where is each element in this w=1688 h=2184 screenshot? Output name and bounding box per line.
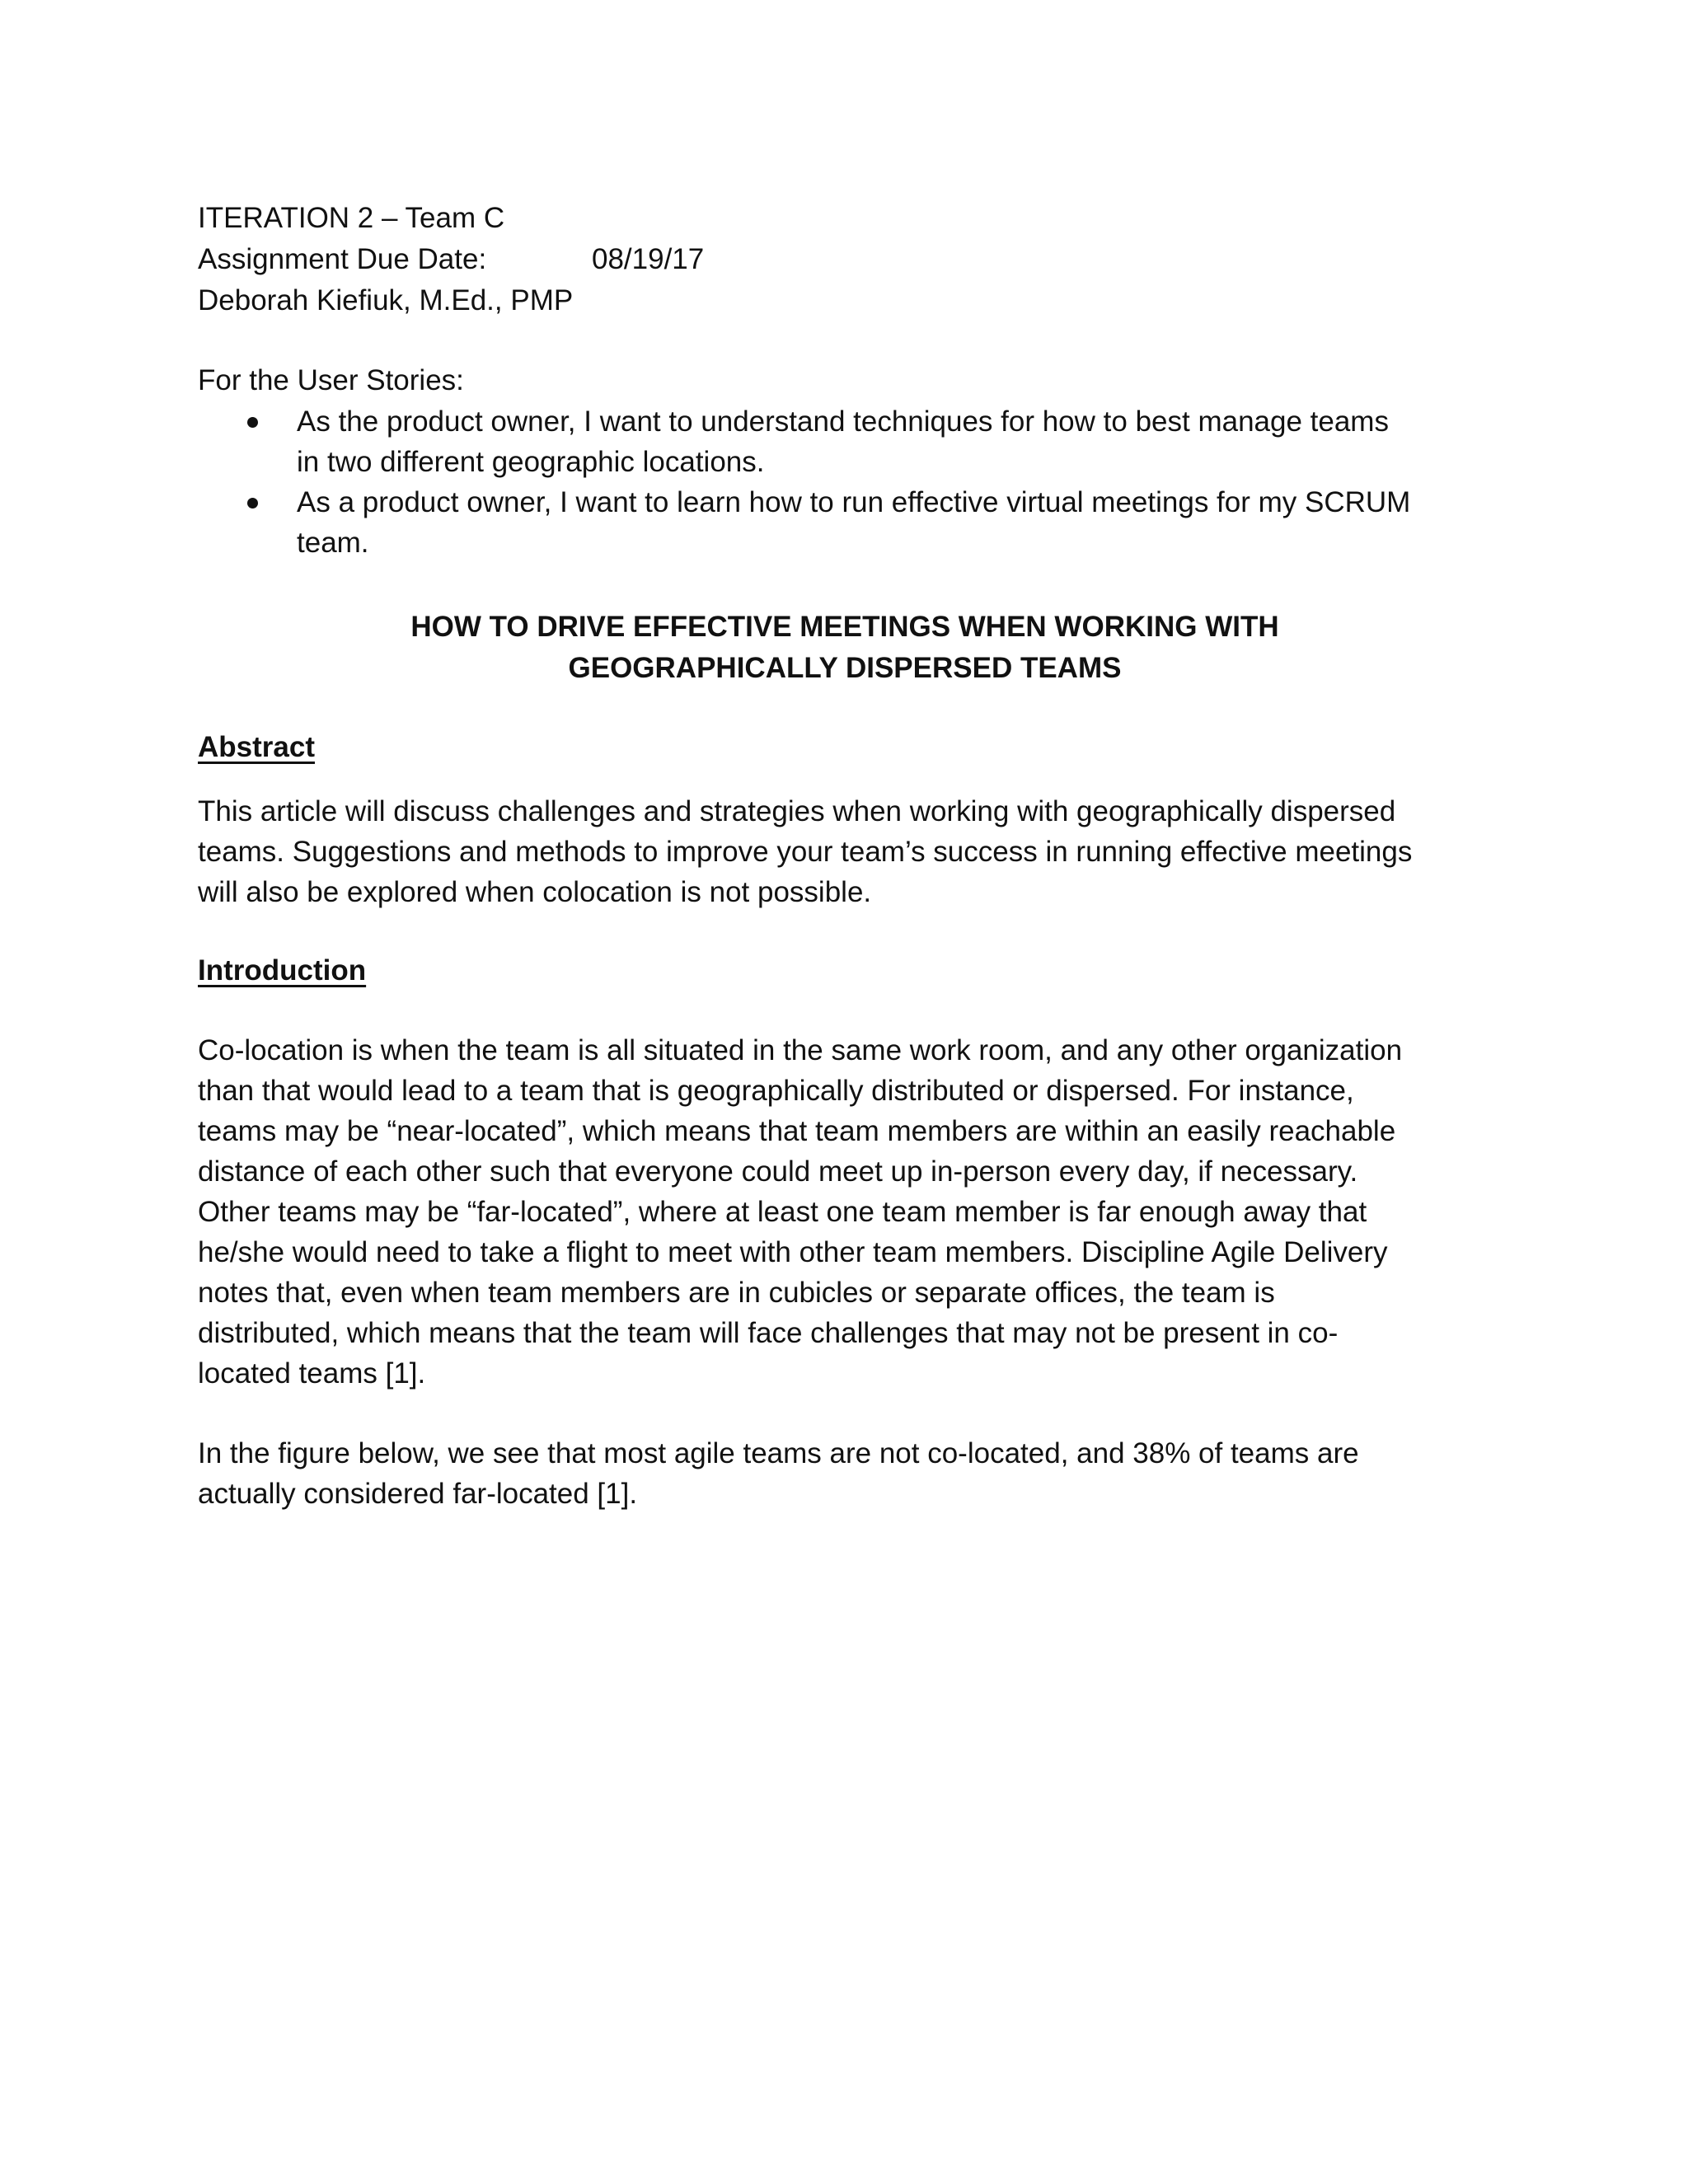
paragraph-line: actually considered far-located [1]. [198,1478,638,1510]
due-date-value: 08/19/17 [592,243,705,275]
paragraph-line: In the figure below, we see that most agile teams are not co-located, and 38% of teams are [198,1437,1359,1469]
title-line: GEOGRAPHICALLY DISPERSED TEAMS [568,652,1122,684]
paragraph-line: than that would lead to a team that is geographically distributed or dispersed. For instance, [198,1075,1354,1107]
document-title [198,607,1492,689]
document-header [198,198,1492,321]
due-date-label: Assignment Due Date: [198,243,487,275]
title-line: HOW TO DRIVE EFFECTIVE MEETINGS WHEN WORKING WITH [410,611,1279,643]
document-body [198,198,1492,1514]
user-stories-intro: For the User Stories: [198,364,464,396]
figure-intro-paragraph [198,1433,1492,1514]
paragraph-line: This article will discuss challenges and strategies when working with geographically dispersed [198,795,1396,827]
list-item [198,401,1492,482]
list-item-line: As the product owner, I want to understand techniques for how to best manage teams [297,405,1389,438]
paragraph-line: located teams [1]. [198,1357,426,1390]
paragraph-line: he/she would need to take a flight to meet with other team members. Discipline Agile Delivery [198,1236,1388,1268]
iteration-line: ITERATION 2 – Team C [198,202,505,234]
paragraph-line: Co-location is when the team is all situated in the same work room, and any other organization [198,1034,1403,1066]
abstract-heading: Abstract [198,731,315,763]
abstract-paragraph [198,791,1492,912]
bullet-icon [247,417,258,428]
paragraph-line: distributed, which means that the team will face challenges that may not be present in co- [198,1317,1339,1349]
paragraph-line: Other teams may be “far-located”, where at least one team member is far enough away that [198,1196,1367,1228]
bullet-icon [247,498,258,509]
list-item-line: team. [297,527,369,559]
paragraph-line: teams may be “near-located”, which means that team members are within an easily reachable [198,1115,1396,1147]
due-date-line [198,239,1492,280]
paragraph-line: notes that, even when team members are in cubicles or separate offices, the team is [198,1277,1275,1309]
list-item-line: in two different geographic locations. [297,446,765,478]
introduction-heading: Introduction [198,954,367,987]
list-item-line: As a product owner, I want to learn how to run effective virtual meetings for my SCRUM [297,486,1411,518]
paragraph-line: distance of each other such that everyone could meet up in-person every day, if necessary. [198,1155,1358,1188]
paragraph-line: teams. Suggestions and methods to improve your team’s success in running effective meetings [198,836,1413,868]
author-line: Deborah Kiefiuk, M.Ed., PMP [198,284,574,316]
introduction-paragraph [198,1030,1492,1394]
paragraph-line: will also be explored when colocation is not possible. [198,876,872,908]
user-stories-list [198,401,1492,563]
list-item [198,482,1492,563]
